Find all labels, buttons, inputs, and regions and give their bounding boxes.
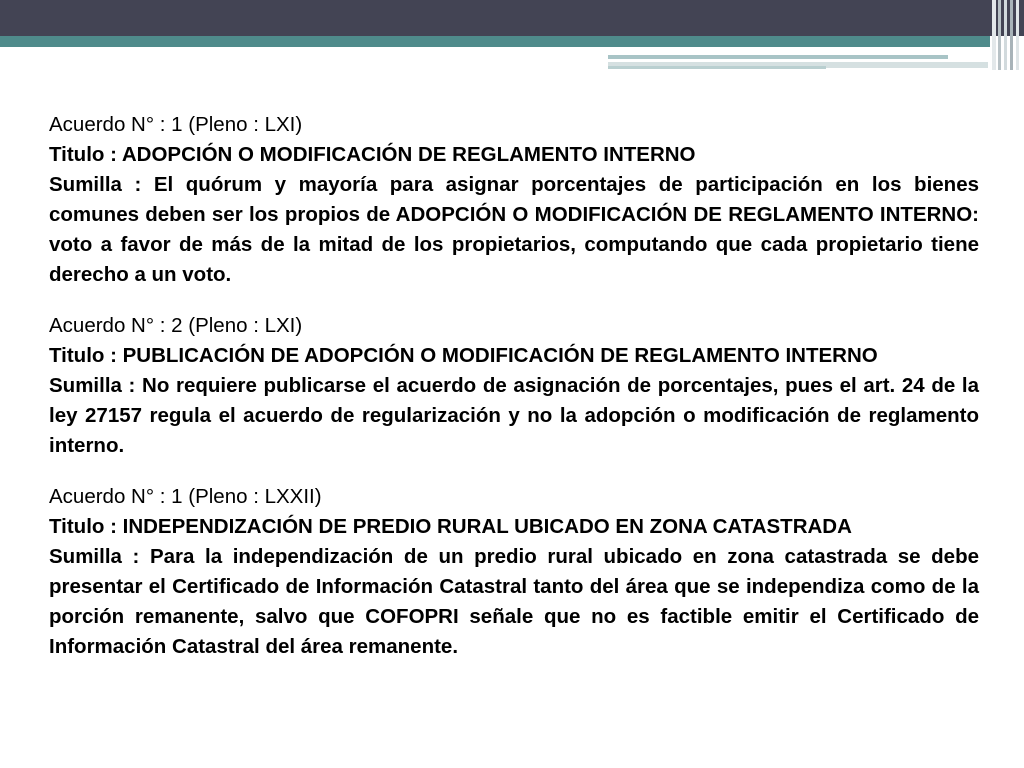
header-vertical-stripe <box>1016 0 1019 70</box>
acuerdo-summary: Sumilla : El quórum y mayoría para asignar porcentajes de participación en los bienes comunes deben ser los propios de ADOPCIÓN O MODIFICACIÓN DE REGLAMENTO INTERNO: voto a favor de más de la mitad de los propietarios, computando que cada propietario tiene derecho a un voto. <box>49 173 979 286</box>
acuerdo-entry <box>49 110 979 290</box>
acuerdo-title: Titulo : PUBLICACIÓN DE ADOPCIÓN O MODIFICACIÓN DE REGLAMENTO INTERNO <box>49 344 878 367</box>
header-accent-line <box>608 55 948 59</box>
header-vertical-stripe <box>998 0 1001 70</box>
header-vertical-stripe <box>992 0 996 70</box>
header-vertical-stripe <box>1010 0 1013 70</box>
slide-content <box>49 110 979 683</box>
header-vertical-stripe <box>1004 0 1007 70</box>
acuerdo-summary: Sumilla : Para la independización de un predio rural ubicado en zona catastrada se debe presentar el Certificado de Información Catastral tanto del área que se independiza como de la porción remanente, salvo que COFOPRI señale que no es factible emitir el Certificado de Información Catastral del área remanente. <box>49 545 979 658</box>
header-teal-bar <box>0 36 990 47</box>
acuerdo-summary: Sumilla : No requiere publicarse el acuerdo de asignación de porcentajes, pues el art. 24 de la ley 27157 regula el acuerdo de regularización y no la adopción o modificación de reglamento interno. <box>49 374 979 457</box>
header-dark-bar <box>0 0 1024 36</box>
acuerdo-number: Acuerdo N° : 2 (Pleno : LXI) <box>49 314 303 337</box>
acuerdo-number: Acuerdo N° : 1 (Pleno : LXI) <box>49 113 303 136</box>
header-accent-line <box>608 66 826 69</box>
acuerdo-entry <box>49 482 979 662</box>
acuerdo-title: Titulo : INDEPENDIZACIÓN DE PREDIO RURAL UBICADO EN ZONA CATASTRADA <box>49 515 852 538</box>
acuerdo-number: Acuerdo N° : 1 (Pleno : LXXII) <box>49 485 322 508</box>
acuerdo-title: Titulo : ADOPCIÓN O MODIFICACIÓN DE REGLAMENTO INTERNO <box>49 143 696 166</box>
acuerdo-entry <box>49 311 979 461</box>
